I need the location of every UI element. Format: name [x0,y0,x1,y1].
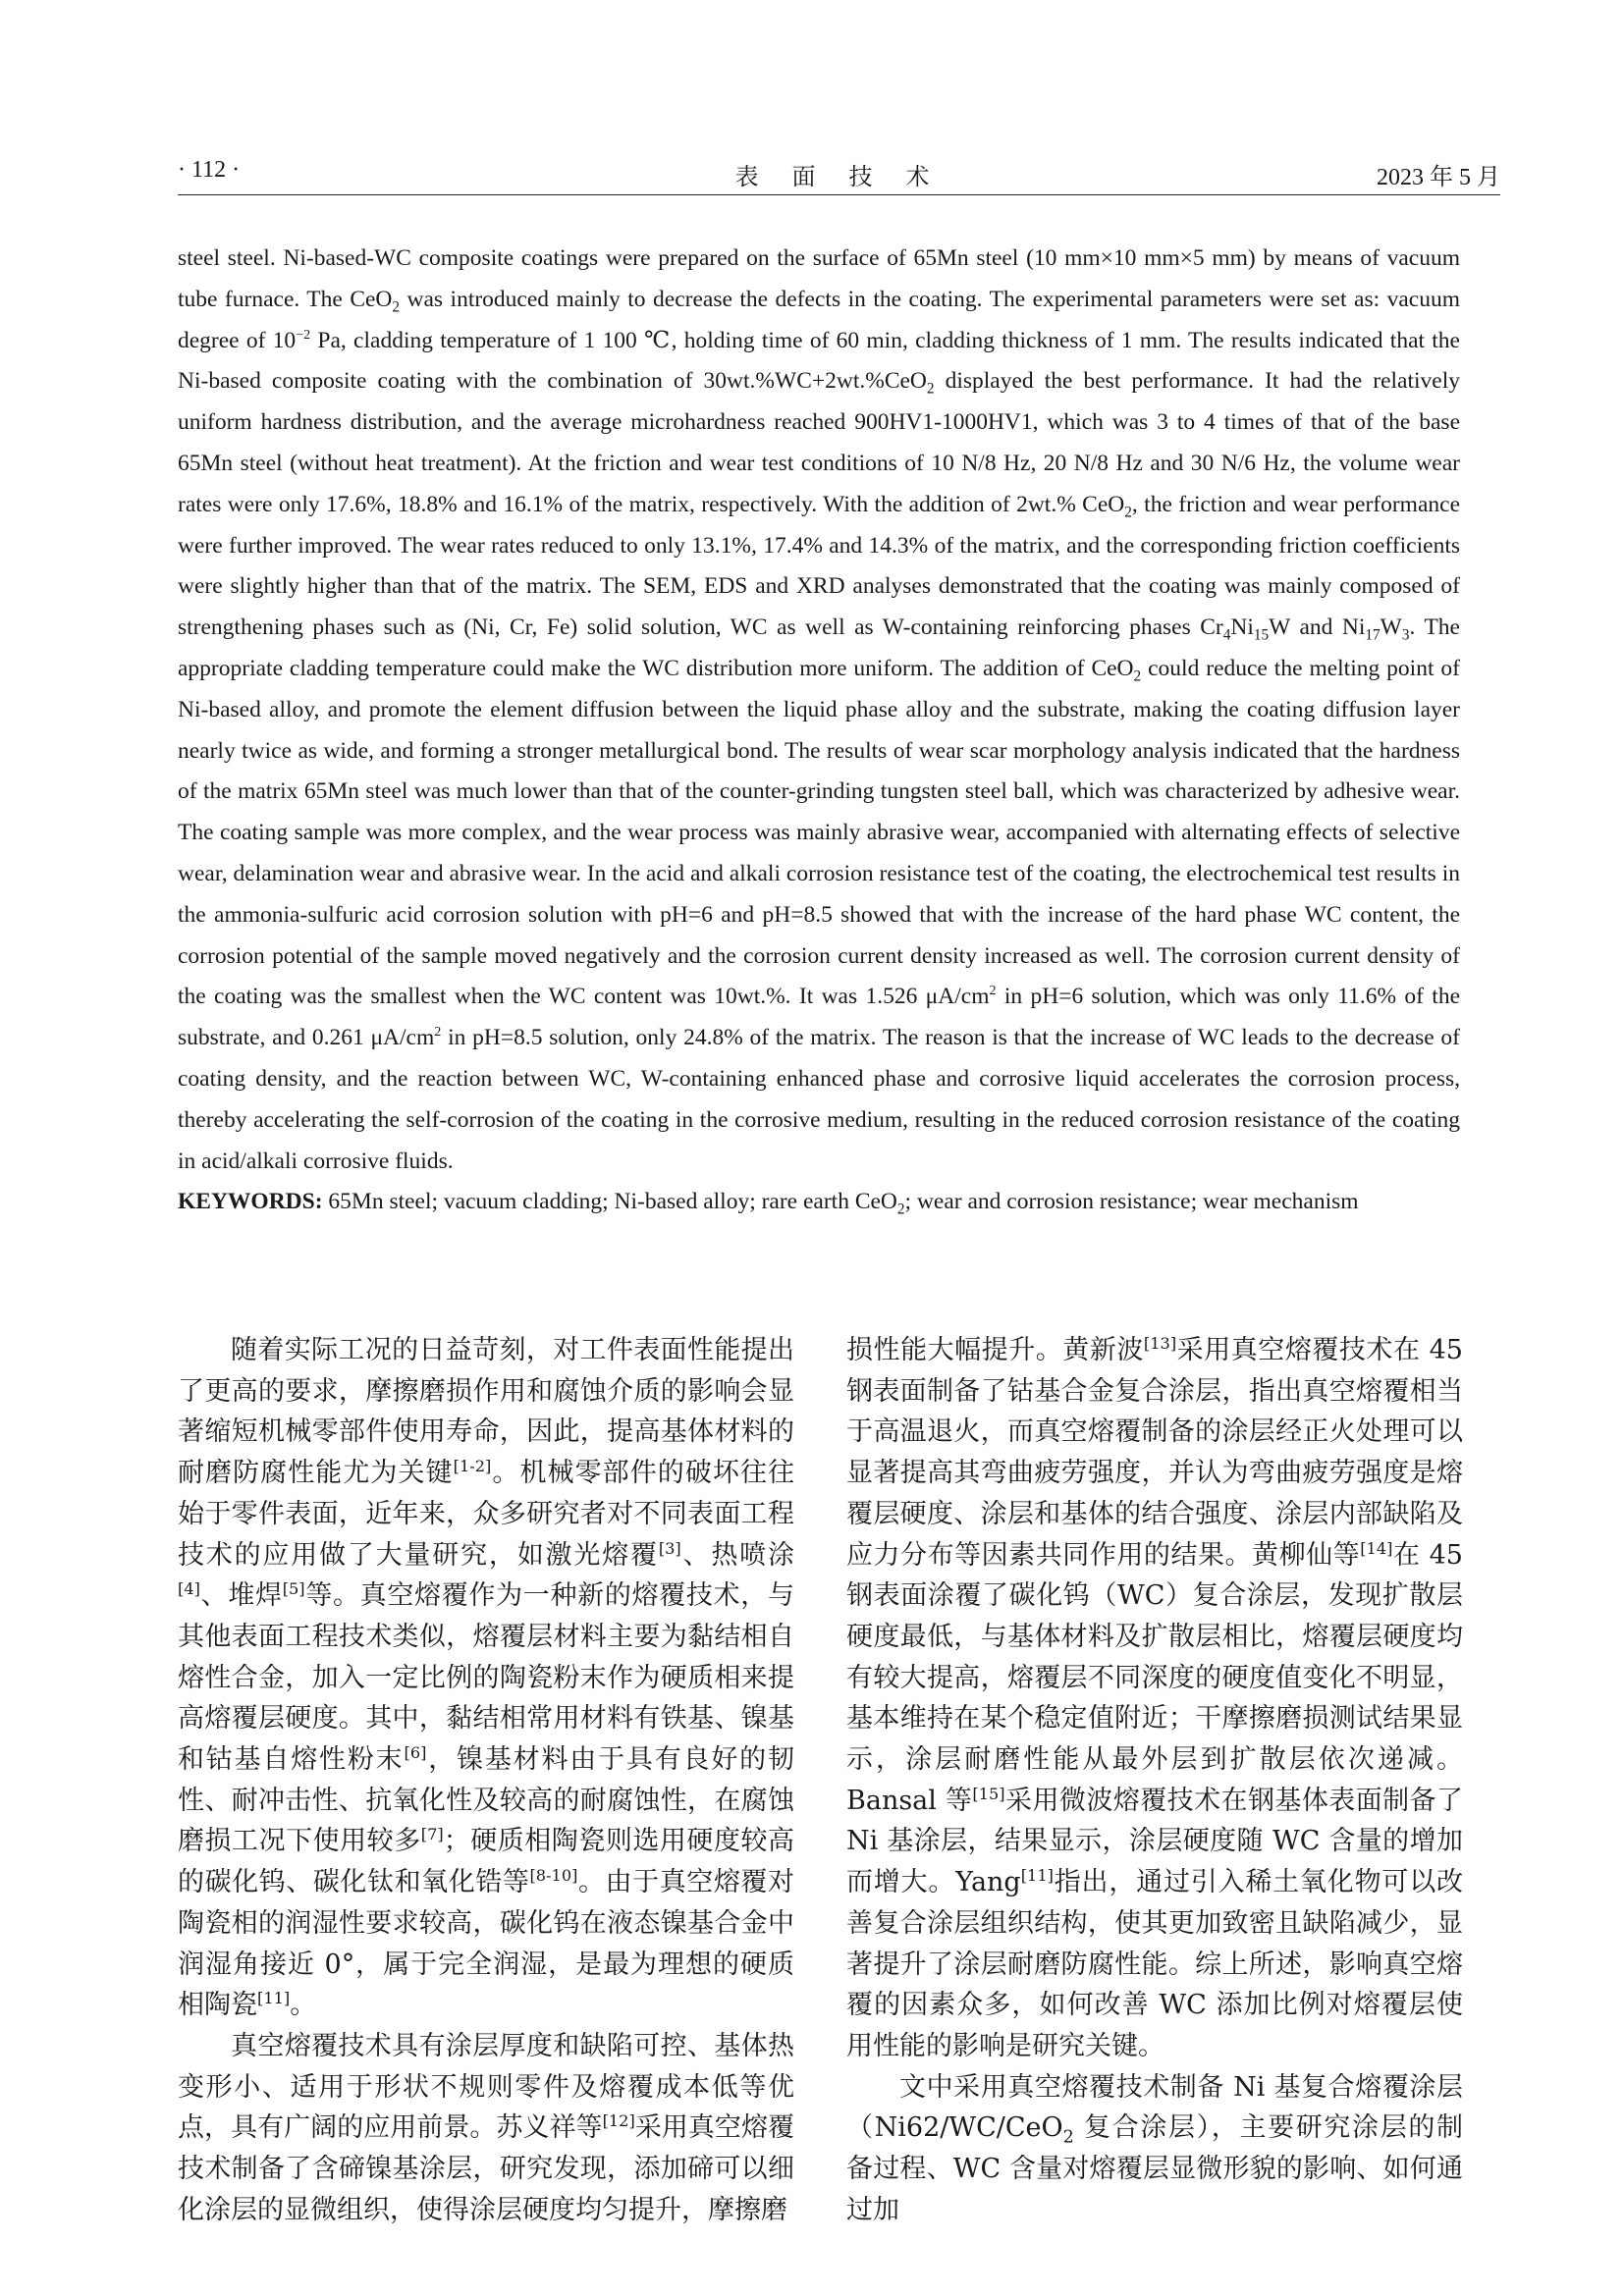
intro-paragraph-2-continued: 损性能大幅提升。黄新波[13]采用真空熔覆技术在 45 钢表面制备了钴基合金复合涂层，指出真空熔覆相当于高温退火，而真空熔覆制备的涂层经正火处理可以显著提高其弯曲疲劳强度，并认为弯曲疲劳强度是熔覆层硬度、涂层和基体的结合强度、涂层内部缺陷及应力分布等因素共同作用的结果。黄柳仙等[14]在 45 钢表面涂覆了碳化钨（WC）复合涂层，发现扩散层硬度最低，与基体材料及扩散层相比，熔覆层硬度均有较大提高，熔覆层不同深度的硬度值变化不明显，基本维持在某个稳定值附近；干摩擦磨损测试结果显示，涂层耐磨性能从最外层到扩散层依次递减。Bansal 等[15]采用微波熔覆技术在钢基体表面制备了 Ni 基涂层，结果显示，涂层硬度随 WC 含量的增加而增大。Yang[11]指出，通过引入稀土氧化物可以改善复合涂层组织结构，使其更加致密且缺陷减少，显著提升了涂层耐磨防腐性能。综上所述，影响真空熔覆的因素众多，如何改善 WC 添加比例对熔覆层使用性能的影响是研究关键。 [846,1334,1464,2061]
abstract-paragraph: steel steel. Ni-based-WC composite coatings were prepared on the surface of 65Mn steel (10 mm×10 mm×5 mm) by means of vacuum tube furnace. The CeO$_2$ was introduced mainly to decrease the defects in the coating. The experimental parameters were set as: vacuum degree of $10^{-2}$ Pa, cladding temperature of 1 100 ℃, holding time of 60 min, cladding thickness of 1 mm. The results indicated that the Ni-based composite coating with the combination of 30wt.%WC+2wt.%CeO$_2$ displayed the best performance. It had the relatively uniform hardness distribution, and the average microhardness reached 900HV1-1000HV1, which was 3 to 4 times of that of the base 65Mn steel (without heat treatment). At the friction and wear test conditions of 10 N/8 Hz, 20 N/8 Hz and 30 N/6 Hz, the volume wear rates were only 17.6%, 18.8% and 16.1% of the matrix, respectively. With the addition of 2wt.% CeO$_2$, the friction and wear performance were further improved. The wear rates reduced to only 13.1%, 17.4% and 14.3% of the matrix, and the corresponding friction coefficients were slightly higher than that of the matrix. The SEM, EDS and XRD analyses demonstrated that the coating was mainly composed of strengthening phases such as (Ni, Cr, Fe) solid solution, WC as well as W-containing reinforcing phases $Cr_4Ni_{15}W$ and $Ni_{17}W_3$. The appropriate cladding temperature could make the WC distribution more uniform. The addition of CeO$_2$ could reduce the melting point of Ni-based alloy, and promote the element diffusion between the liquid phase alloy and the substrate, making the coating diffusion layer nearly twice as wide, and forming a stronger metallurgical bond. The results of wear scar morphology analysis indicated that the hardness of the matrix 65Mn steel was much lower than that of the counter-grinding tungsten steel ball, which was characterized by adhesive wear. The coating sample was more complex, and the wear process was mainly abrasive wear, accompanied with alternating effects of selective wear, delamination wear and abrasive wear. In the acid and alkali corrosion resistance test of the coating, the electrochemical test results in the ammonia-sulfuric acid corrosion solution with pH=6 and pH=8.5 showed that with the increase of the hard phase WC content, the corrosion potential of the sample moved negatively and the corrosion current density increased as well. The corrosion current density of the coating was the smallest when the WC content was 10wt.%. It was 1.526 $\mu A/cm^2$ in pH=6 solution, which was only 11.6% of the substrate, and 0.261 $\mu A/cm^2$ in pH=8.5 solution, only 24.8% of the matrix. The reason is that the increase of WC leads to the decrease of coating density, and the reaction between WC, W-containing enhanced phase and corrosive liquid accelerates the corrosion process, thereby accelerating the self-corrosion of the coating in the corrosive medium, resulting in the reduced corrosion resistance of the coating in acid/alkali corrosive fluids. [178,245,1461,1174]
issue-date: 2023 年 5 月 [1377,165,1500,190]
body-column-left [178,1330,794,2230]
body-column-right [846,1330,1463,2230]
intro-paragraph-3: 文中采用真空熔覆技术制备 Ni 基复合熔覆涂层（Ni62/WC/CeO$_2$ 复合涂层），主要研究涂层的制备过程、WC 含量对熔覆层显微形貌的影响、如何通过加 [846,2071,1463,2225]
intro-paragraph-1: 随着实际工况的日益苛刻，对工件表面性能提出了更高的要求，摩擦磨损作用和腐蚀介质的影响会显著缩短机械零部件使用寿命，因此，提高基体材料的耐磨防腐性能尤为关键[1-2]。机械零部件的破坏往往始于零件表面，近年来，众多研究者对不同表面工程技术的应用做了大量研究，如激光熔覆[3]、热喷涂[4]、堆焊[5]等。真空熔覆作为一种新的熔覆技术，与其他表面工程技术类似，熔覆层材料主要为黏结相自熔性合金，加入一定比例的陶瓷粉末作为硬质相来提高熔覆层硬度。其中，黏结相常用材料有铁基、镍基和钴基自熔性粉末[6]，镍基材料由于具有良好的韧性、耐冲击性、抗氧化性及较高的耐腐蚀性，在腐蚀磨损工况下使用较多[7]；硬质相陶瓷则选用硬度较高的碳化钨、碳化钛和氧化锆等[8-10]。由于真空熔覆对陶瓷相的润湿性要求较高，碳化钨在液态镍基合金中润湿角接近 0°，属于完全润湿，是最为理想的硬质相陶瓷[11]。 [178,1335,795,2021]
keywords-label: KEYWORDS: [178,1189,323,1215]
intro-paragraph-2: 真空熔覆技术具有涂层厚度和缺陷可控、基体热变形小、适用于形状不规则零件及熔覆成本低等优点，具有广阔的应用前景。苏义祥等[12]采用真空熔覆技术制备了含碲镍基涂层，研究发现，添加碲可以细化涂层的显微组织，使得涂层硬度均匀提升，摩擦磨 [178,2030,795,2225]
running-header [178,157,1500,196]
keywords: KEYWORDS: 65Mn steel; vacuum cladding; Ni-based alloy; rare earth CeO$_2$; wear and corrosion resistance; wear mechanism [178,1189,1359,1219]
page-number: · 112 · [178,157,241,183]
header-rule [178,194,1500,195]
english-abstract [178,239,1460,1223]
journal-title: 表 面 技 术 [734,165,944,190]
